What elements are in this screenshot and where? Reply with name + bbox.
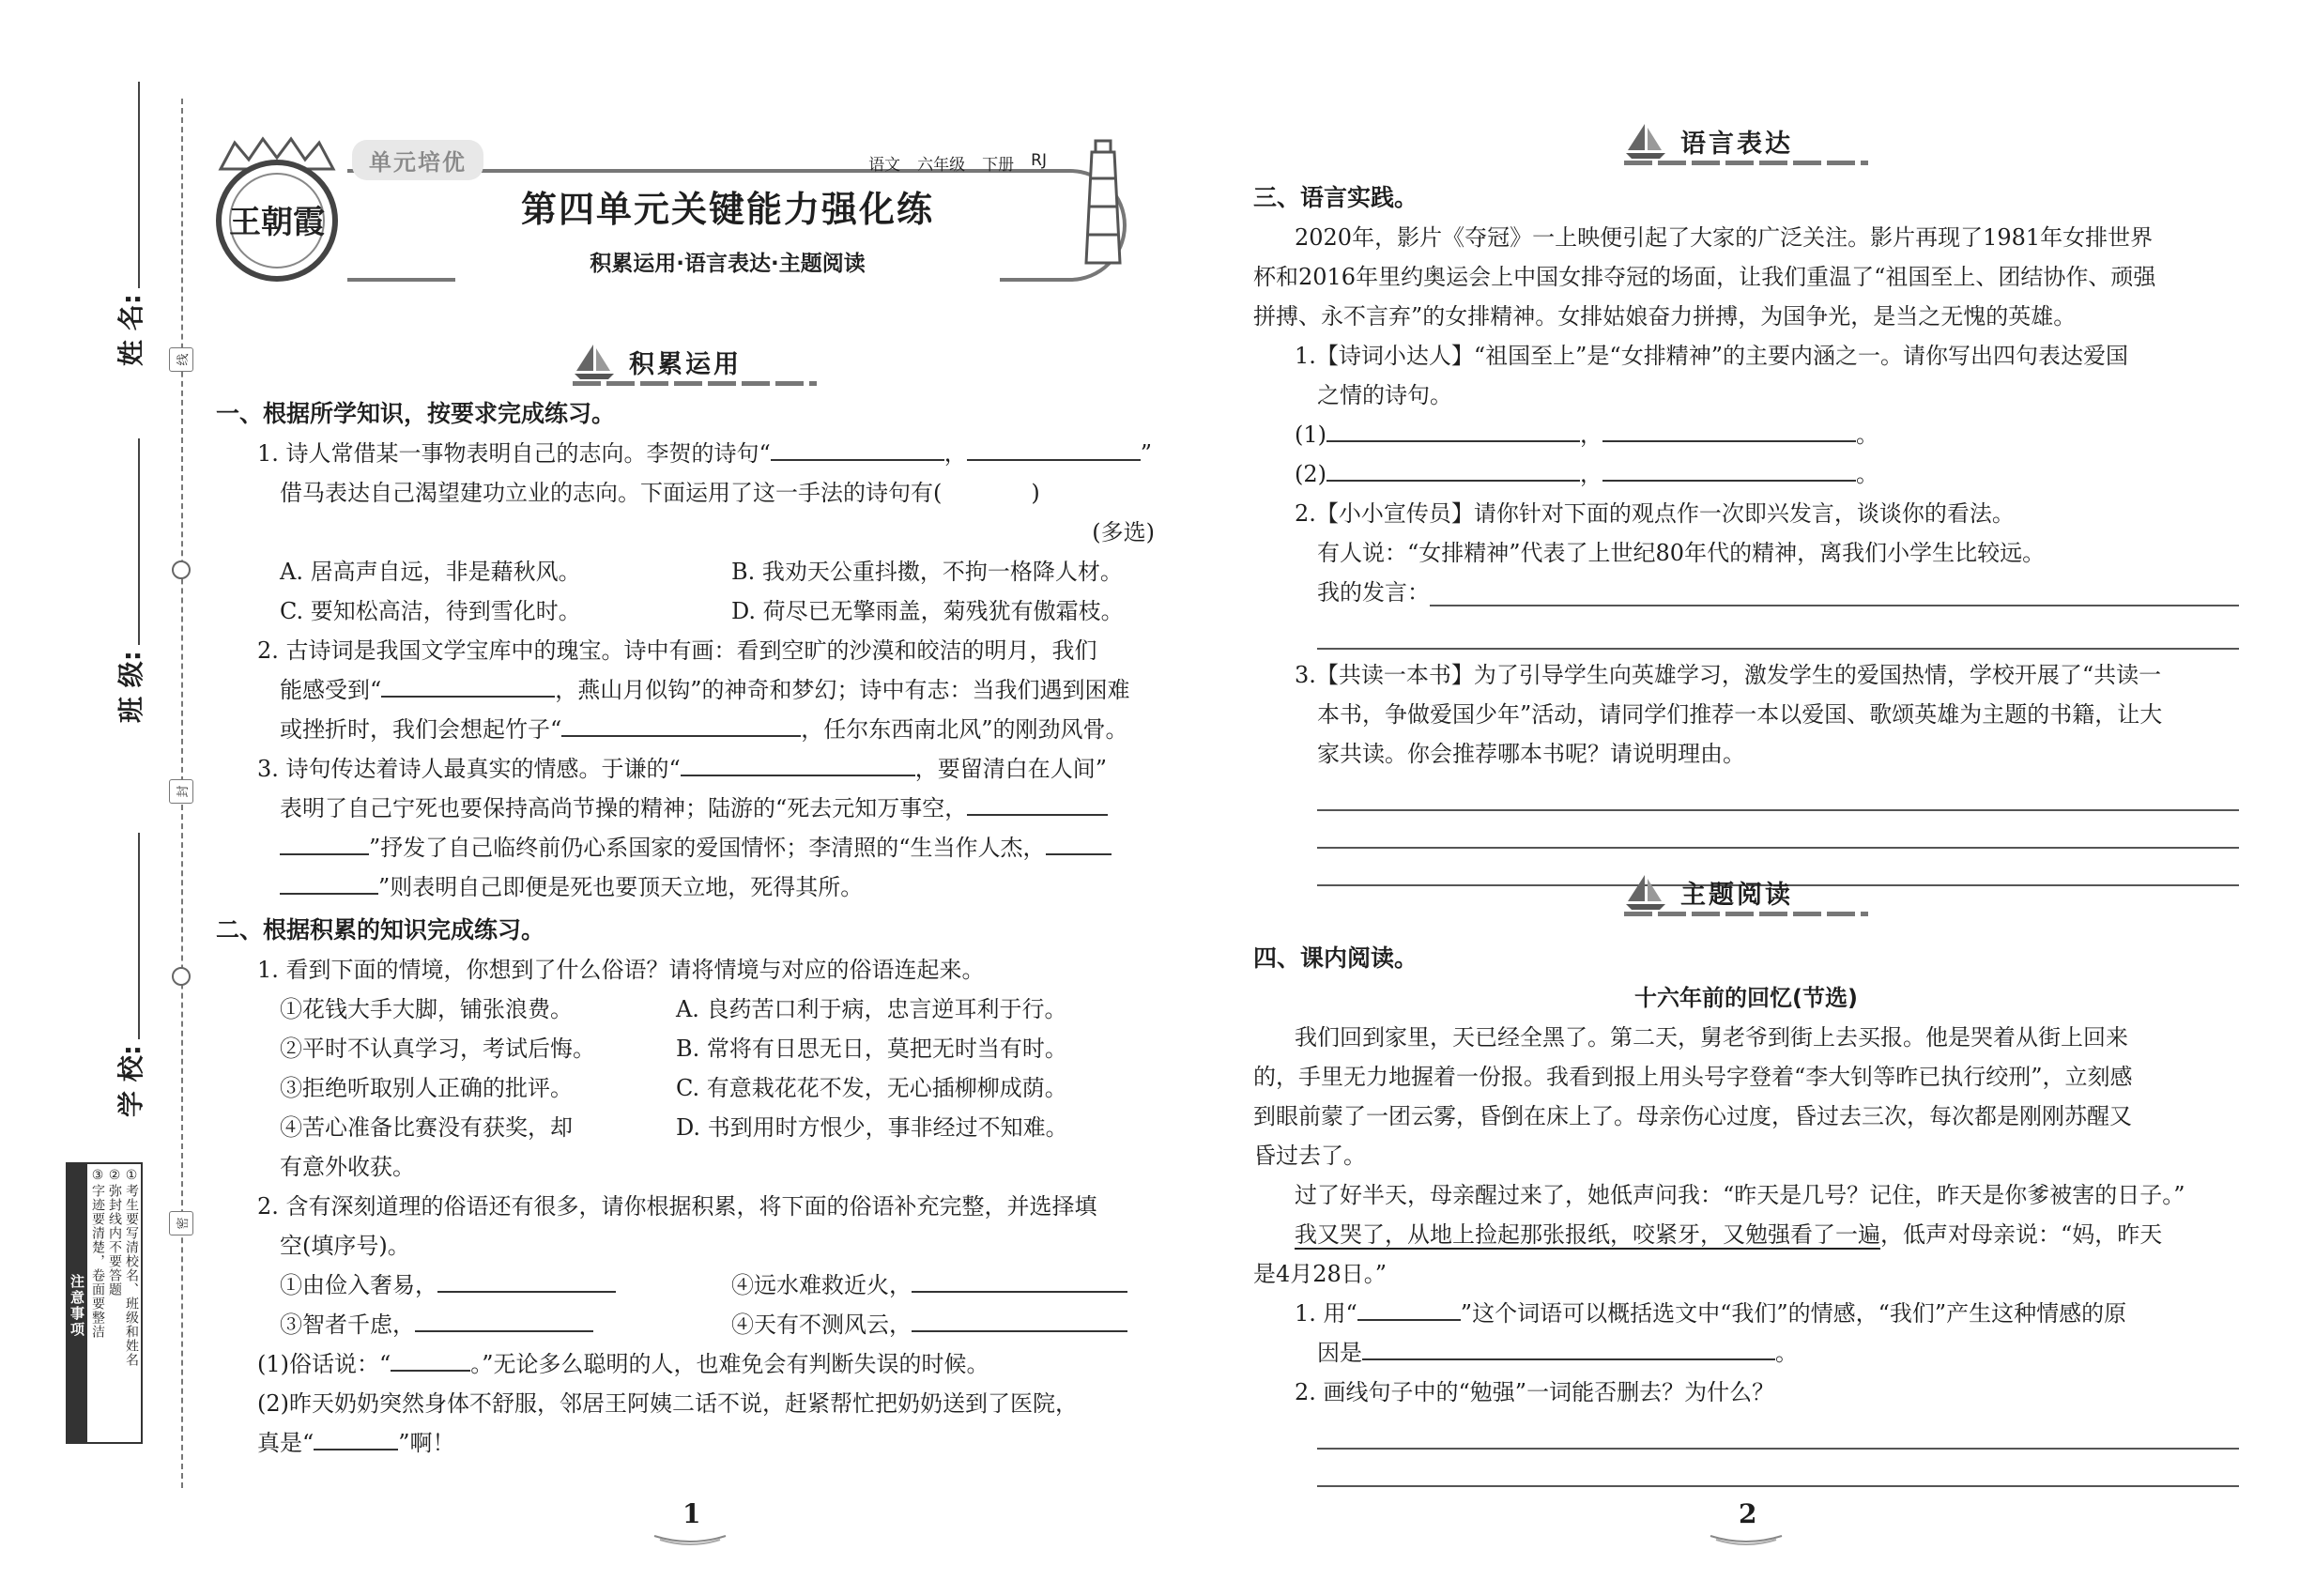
- q1-2-text: ，燕山月似钩”的神奇和梦幻；诗中有志：当我们遇到困难: [555, 677, 1130, 703]
- fill-item: ①由俭入奢易，: [280, 1272, 437, 1298]
- q3-3-cont: 家共读。你会推荐哪本书呢？请说明理由。: [1317, 741, 1745, 767]
- header-band: [352, 131, 1103, 180]
- sailboat-icon: [1624, 873, 1667, 911]
- q1-1-text: 借马表达自己渴望建功立业的志向。下面运用了这一手法的诗句有(: [280, 480, 943, 506]
- q2-2-sub2-cont: [216, 1423, 1183, 1463]
- q2-2: 2. 含有深刻道理的俗语还有很多，请你根据积累，将下面的俗语补充完整，并选择填: [257, 1193, 1097, 1220]
- class-label: 班 级:: [115, 651, 146, 723]
- book-meta: [868, 151, 1103, 180]
- q1-3-cont: [216, 867, 1183, 907]
- punct: ，: [943, 440, 967, 467]
- underlined-sentence: 我又哭了，从地上捡起那张报纸，咬紧牙，又勉强看了一遍: [1295, 1221, 1880, 1248]
- match-row: [216, 1068, 1183, 1108]
- answer-blank[interactable]: [912, 1270, 1127, 1293]
- fill-row: [216, 1305, 1183, 1344]
- binding-margin: [0, 0, 202, 1596]
- punct: ”: [1140, 440, 1153, 467]
- reading-line: 过了好半天，母亲醒过来了，她低声问我：“昨天是几号？记住，昨天是你爹被害的日子。”: [1295, 1182, 2185, 1208]
- sub-text: (1)俗话说：“: [257, 1351, 391, 1377]
- sub-text: 。”无论多么聪明的人，也难免会有判断失误的时候。: [470, 1351, 989, 1377]
- q3-passage-line: 拼搏、永不言弃”的女排精神。女排姑娘奋力拼搏，为国争光，是当之无愧的英雄。: [1253, 303, 2077, 330]
- answer-blank[interactable]: [1602, 459, 1856, 482]
- page-swoosh-icon: [652, 1530, 728, 1545]
- meta-subject: 语文: [868, 156, 901, 175]
- answer-line[interactable]: [1317, 612, 2239, 650]
- section-banner-accumulation: [573, 343, 817, 380]
- proverb-item[interactable]: A. 良药苦口利于病，忠言逆耳利于行。: [675, 996, 1067, 1022]
- left-content: [216, 394, 1183, 1463]
- punct: ): [1031, 480, 1040, 506]
- option-c[interactable]: C. 要知松高洁，待到雪化时。: [280, 598, 581, 624]
- option-d[interactable]: D. 荷尽已无擎雨盖，菊残犹有傲霜枝。: [731, 598, 1124, 624]
- reading-line: 到眼前蒙了一团云雾，昏倒在床上了。母亲伤心过度，昏过去三次，每次都是刚刚苏醒又: [1253, 1103, 2132, 1129]
- situation-item[interactable]: ④苦心准备比赛没有获奖，却: [280, 1114, 573, 1141]
- answer-line[interactable]: [1317, 774, 2239, 811]
- question-1-heading: 一、根据所学知识，按要求完成练习。: [216, 400, 616, 427]
- q1-1-text: 1. 诗人常借某一事物表明自己的志向。李贺的诗句“: [257, 440, 771, 467]
- right-content-bottom: [1253, 939, 2239, 1487]
- q1-2: 2. 古诗词是我国文学宝库中的瑰宝。诗中有画：看到空旷的沙漠和皎洁的明月，我们: [257, 637, 1097, 664]
- answer-line[interactable]: [1317, 1450, 2239, 1487]
- q1-2-text: ，任尔东西南北风”的刚劲风骨。: [801, 716, 1128, 743]
- page-right: [1253, 0, 2248, 1596]
- answer-blank[interactable]: [681, 754, 915, 776]
- reading-title: 十六年前的回忆(节选): [1634, 985, 1858, 1011]
- answer-blank[interactable]: [280, 833, 369, 855]
- answer-blank[interactable]: [1326, 459, 1580, 482]
- notice-item: ①考生要写清校名、班级和姓名: [124, 1168, 139, 1367]
- q3-2-answer: [1253, 573, 2239, 612]
- answer-blank[interactable]: [771, 438, 944, 461]
- notice-box: [66, 1162, 143, 1444]
- meta-grade: 六年级: [917, 156, 966, 175]
- answer-line[interactable]: [1317, 811, 2239, 849]
- cut-mark: 密: [169, 1211, 193, 1235]
- meta-volume: 下册: [982, 156, 1015, 175]
- situation-item-cont: 有意外收获。: [280, 1154, 415, 1180]
- circle-mark: [172, 560, 191, 579]
- fill-item: ③智者千虑，: [280, 1312, 415, 1338]
- q1-3-text: 表明了自己宁死也要保持高尚节操的精神；陆游的“死去元知万事空，: [280, 795, 968, 821]
- q4-2: 2. 画线句子中的“勉强”一词能否删去？为什么？: [1295, 1379, 1775, 1405]
- match-row: [216, 1108, 1183, 1147]
- punct: 。: [1856, 422, 1878, 448]
- answer-blank[interactable]: [280, 872, 378, 895]
- q2-1: 1. 看到下面的情境，你想到了什么俗语？请将情境与对应的俗语连起来。: [257, 957, 985, 983]
- cut-mark: 线: [169, 347, 193, 372]
- page-title: 第四单元关键能力强化练: [520, 189, 934, 230]
- answer-blank[interactable]: [967, 438, 1141, 461]
- name-label: 姓 名:: [115, 294, 146, 366]
- q1-2-cont: [216, 710, 1183, 749]
- q3-1-line: [1253, 454, 2239, 494]
- line-label: (2): [1295, 461, 1326, 487]
- brand-name: 王朝霞: [229, 204, 325, 241]
- q3-1: 1.【诗词小达人】“祖国至上”是“女排精神”的主要内涵之一。请你写出四句表达爱国: [1295, 343, 2128, 369]
- q3-1-cont: 之情的诗句。: [1317, 382, 1452, 408]
- punct: 。: [1775, 1340, 1798, 1366]
- right-content-top: [1253, 178, 2239, 886]
- class-field[interactable]: [111, 438, 148, 723]
- circle-mark: [172, 967, 191, 986]
- q1-2-cont: [216, 670, 1183, 710]
- q1-3-text: 3. 诗句传达着诗人最真实的情感。于谦的“: [257, 756, 681, 782]
- proverb-item[interactable]: B. 常将有日思无日，莫把无时当有时。: [675, 1036, 1067, 1062]
- match-row: [216, 990, 1183, 1029]
- option-a[interactable]: A. 居高声自远，非是藉秋风。: [280, 559, 581, 585]
- question-3-heading: 三、语言实践。: [1253, 184, 1418, 211]
- line-label: (1): [1295, 422, 1326, 448]
- q4-1-text: ”这个词语可以概括选文中“我们”的情感，“我们”产生这种情感的原: [1460, 1300, 2127, 1327]
- fill-item: ④天有不测风云，: [731, 1312, 912, 1338]
- answer-blank[interactable]: [1046, 833, 1112, 855]
- punct: 。: [1856, 461, 1878, 487]
- proverb-item[interactable]: D. 书到用时方恨少，事非经过不知难。: [675, 1114, 1068, 1141]
- reading-line: 我们回到家里，天已经全黑了。第二天，舅老爷到街上去买报。他是哭着从街上回来: [1295, 1024, 2128, 1051]
- answer-label: 我的发言：: [1317, 579, 1430, 606]
- q3-passage-line: 杯和2016年里约奥运会上中国女排夺冠的场面，让我们重温了“祖国至上、团结协作、顽强: [1253, 264, 2156, 290]
- page-swoosh-icon: [1709, 1530, 1784, 1545]
- sub-text: ”啊！: [398, 1430, 455, 1456]
- q4-1-cont: [1253, 1333, 2239, 1373]
- options-row: [216, 591, 1183, 631]
- sub-text: 真是“: [257, 1430, 314, 1456]
- sailboat-icon: [573, 343, 616, 380]
- multi-choice-note: (多选): [1092, 519, 1155, 545]
- series-label: 单元培优: [352, 140, 483, 180]
- section-banner-expression: [1624, 122, 1868, 160]
- answer-blank[interactable]: [437, 1270, 616, 1293]
- reading-line: 昏过去了。: [1253, 1143, 1366, 1169]
- question-2-heading: 二、根据积累的知识完成练习。: [216, 916, 545, 944]
- answer-blank[interactable]: [391, 1349, 470, 1372]
- q3-2-quote: 有人说：“女排精神”代表了上世纪80年代的精神，离我们小学生比较远。: [1317, 540, 2046, 566]
- q1-3-cont: [216, 789, 1183, 828]
- q4-1-text: 1. 用“: [1295, 1300, 1357, 1327]
- answer-line[interactable]: [1430, 573, 2239, 606]
- q2-2-sub1: [216, 1344, 1183, 1384]
- fill-item: ④远水难救近火，: [731, 1272, 912, 1298]
- section-banner-reading: [1624, 873, 1868, 911]
- answer-blank[interactable]: [561, 714, 801, 737]
- q3-2: 2.【小小宣传员】请你针对下面的观点作一次即兴发言，谈谈你的看法。: [1295, 500, 2015, 527]
- answer-blank[interactable]: [415, 1310, 593, 1332]
- q2-2-sub2: (2)昨天奶奶突然身体不舒服，邻居王阿姨二话不说，赶紧帮忙把奶奶送到了医院，: [257, 1390, 1078, 1417]
- options-row: [216, 552, 1183, 591]
- page-number: 2: [1739, 1498, 1757, 1529]
- answer-blank[interactable]: [967, 793, 1108, 816]
- q1-3: [216, 749, 1183, 789]
- reading-line: 是4月28日。”: [1253, 1261, 1388, 1287]
- notice-item: ③字迹要清楚，卷面要整洁: [90, 1168, 105, 1339]
- option-b[interactable]: B. 我劝天公重抖擞，不拘一格降人材。: [731, 559, 1123, 585]
- q1-3-text: ”则表明自己即便是死也要顶天立地，死得其所。: [378, 874, 864, 900]
- q2-2-cont: 空(填序号)。: [280, 1233, 410, 1259]
- meta-edition: RJ: [1031, 151, 1047, 170]
- section-banner-label: 语言表达: [1680, 129, 1793, 159]
- q4-1: [1253, 1294, 2239, 1333]
- q3-passage-line: 2020年，影片《夺冠》一上映便引起了大家的广泛关注。影片再现了1981年女排世界: [1295, 224, 2154, 251]
- answer-blank[interactable]: [314, 1428, 398, 1450]
- match-row: [216, 1029, 1183, 1068]
- q1-3-text: ，要留清白在人间”: [914, 756, 1108, 782]
- reading-line: 的，手里无力地握着一份报。我看到报上用头号字登着“李大钊等昨已执行绞刑”，立刻感: [1253, 1064, 2133, 1090]
- section-banner-label: 积累运用: [629, 349, 742, 379]
- answer-blank[interactable]: [1602, 420, 1856, 442]
- brand-logo: [202, 131, 352, 286]
- school-field[interactable]: [111, 833, 148, 1117]
- q1-1-cont: [216, 473, 1183, 513]
- page-number: 1: [682, 1498, 701, 1529]
- q3-1-line: [1253, 415, 2239, 454]
- q1-1: [216, 434, 1183, 473]
- page-left: [202, 0, 1188, 1596]
- q3-3-cont: 本书，争做爱国少年”活动，请同学们推荐一本以爱国、歌颂英雄为主题的书籍，让大: [1317, 701, 2163, 728]
- answer-blank[interactable]: [381, 675, 555, 698]
- answer-blank[interactable]: [1326, 420, 1580, 442]
- punct: ，: [1580, 422, 1602, 448]
- q4-1-text: 因是: [1317, 1340, 1362, 1366]
- answer-blank[interactable]: [1357, 1298, 1461, 1321]
- proverb-item[interactable]: C. 有意栽花花不发，无心插柳柳成荫。: [675, 1075, 1067, 1101]
- q1-3-text: ”抒发了自己临终前仍心系国家的爱国情怀；李清照的“生当作人杰，: [369, 835, 1046, 861]
- reading-line: [1253, 1215, 2239, 1254]
- notice-item: ②弥封线内不要答题: [107, 1168, 122, 1297]
- notice-head: 注意事项: [68, 1164, 87, 1442]
- punct: ，: [1580, 461, 1602, 487]
- answer-line[interactable]: [1317, 1412, 2239, 1450]
- cut-mark: 封: [169, 779, 193, 804]
- reading-text: ，低声对母亲说：“妈，昨天: [1880, 1221, 2163, 1248]
- question-4-heading: 四、课内阅读。: [1253, 944, 1418, 972]
- situation-item[interactable]: ②平时不认真学习，考试后悔。: [280, 1036, 595, 1062]
- answer-blank[interactable]: [1362, 1338, 1775, 1360]
- sailboat-icon: [1624, 122, 1667, 160]
- page-subtitle: 积累运用·语言表达·主题阅读: [455, 246, 1000, 284]
- situation-item[interactable]: ①花钱大手大脚，铺张浪费。: [280, 996, 573, 1022]
- situation-item[interactable]: ③拒绝听取别人正确的批评。: [280, 1075, 573, 1101]
- q1-2-text: 能感受到“: [280, 677, 382, 703]
- lighthouse-icon: [1075, 131, 1131, 272]
- fill-row: [216, 1266, 1183, 1305]
- section-banner-label: 主题阅读: [1680, 880, 1793, 910]
- q3-3: 3.【共读一本书】为了引导学生向英雄学习，激发学生的爱国热情，学校开展了“共读一: [1295, 662, 2162, 688]
- school-label: 学 校:: [115, 1045, 146, 1117]
- name-field[interactable]: [111, 82, 148, 366]
- q1-2-text: 或挫折时，我们会想起竹子“: [280, 716, 562, 743]
- answer-blank[interactable]: [912, 1310, 1127, 1332]
- q1-3-cont: [216, 828, 1183, 867]
